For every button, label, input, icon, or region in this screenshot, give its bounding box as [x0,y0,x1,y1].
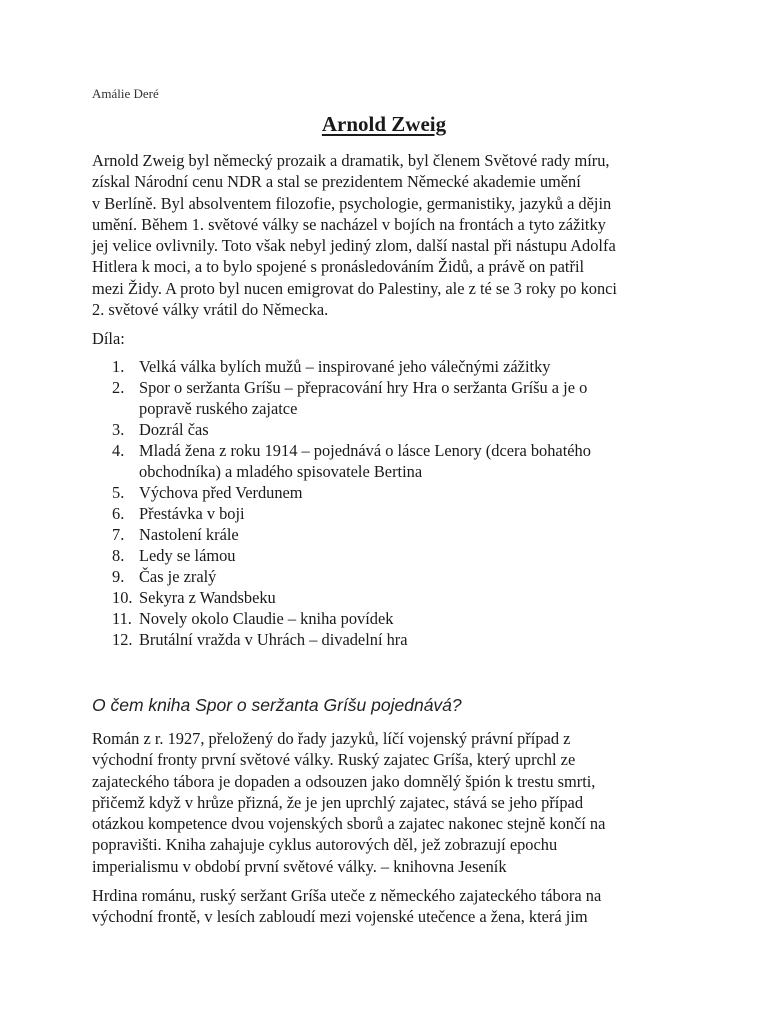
list-item [92,503,682,524]
list-item-text: Mladá žena z roku 1914 – pojednává o lásce Lenory (dcera bohatého [139,441,591,460]
list-item-text: Velká válka bylích mužů – inspirované jeho válečnými zážitky [139,357,551,376]
text-line: Arnold Zweig byl německý prozaik a dramatik, byl členem Světové rady míru, [92,151,610,170]
list-item-text: Čas je zralý [139,567,217,586]
list-item [92,419,682,440]
list-item-text: Novely okolo Claudie – kniha povídek [139,609,394,628]
list-number: 12. [112,630,133,649]
list-item-text: Ledy se lámou [139,546,236,565]
page-title: Arnold Zweig [321,112,447,136]
list-number: 9. [112,567,125,586]
intro-paragraph [92,150,682,320]
text-line: v Berlíně. Byl absolventem filozofie, psychologie, germanistiky, jazyků a dějin [92,193,612,213]
list-item-text: obchodníka) a mladého spisovatele Bertina [139,462,423,481]
list-number: 5. [112,483,125,502]
text-line: Hrdina románu, ruský seržant Gríša uteče z německého zajateckého tábora na [92,886,602,905]
list-number: 7. [112,525,125,544]
list-item-text: Spor o seržanta Gríšu – přepracování hry Hra o seržanta Gríšu a je o [139,378,588,397]
list-number: 8. [112,546,125,565]
text-line: Hitlera k moci, a to bylo spojené s pronásledováním Židů, a právě on patřil [92,257,585,277]
list-number: 6. [112,504,125,523]
list-item [92,482,682,503]
list-number: 3. [112,420,125,439]
text-line: přičemž když v hrůze přizná, že je jen uprchlý zajatec, stává se jeho případ [92,792,584,812]
text-line: umění. Během 1. světové války se nacházel v bojích na frontách a tyto zážitky [92,214,606,234]
list-item-text: Nastolení krále [139,525,239,544]
list-number: 10. [112,588,133,607]
summary-paragraph [92,728,682,877]
text-line: popravišti. Kniha zahajuje cyklus autorových děl, jež zobrazují epochu [92,835,558,855]
list-item-text: Výchova před Verdunem [139,483,303,502]
list-number: 4. [112,441,125,460]
list-number: 11. [112,609,132,628]
list-item [92,440,682,482]
list-item [92,356,682,377]
list-item [92,566,682,587]
hero-paragraph [92,885,682,928]
list-item [92,545,682,566]
list-item-text: Dozrál čas [139,420,209,439]
text-line: získal Národní cenu NDR a stal se prezidentem Německé akademie umění [92,172,581,192]
text-line: Román z r. 1927, přeložený do řady jazyků, líčí vojenský právní případ z [92,729,571,748]
list-item [92,377,682,419]
text-line: jej velice ovlivnily. Toto však nebyl jediný zlom, další nastal při nástupu Adolfa [92,236,616,256]
list-item [92,608,682,629]
list-item-text: popravě ruského zajatce [139,399,298,418]
list-item [92,587,682,608]
list-number: 2. [112,378,125,397]
text-line: východní frontě, v lesích zabloudí mezi vojenské utečence a žena, která jim [92,907,588,927]
list-item [92,629,682,650]
text-line: mezi Židy. A proto byl nucen emigrovat do Palestiny, ale z té se 3 roky po konci [92,278,617,298]
text-line: otázkou kompetence dvou vojenských sborů a zajatec nakonec stejně končí na [92,814,606,834]
section-heading: O čem kniha Spor o seržanta Gríšu pojednává? [92,695,462,715]
text-line: zajateckého tábora je dopaden a odsouzen jako domnělý špión k trestu smrti, [92,771,596,791]
author-name: Amálie Deré [92,86,159,101]
text-line: východní fronty první světové války. Ruský zajatec Gríša, který uprchl ze [92,750,576,770]
list-item-text: Brutální vražda v Uhrách – divadelní hra [139,630,408,649]
works-heading: Díla: [92,329,125,348]
works-list [92,356,682,650]
text-line: 2. světové války vrátil do Německa. [92,300,329,320]
list-item-text: Přestávka v boji [139,504,245,523]
list-item-text: Sekyra z Wandsbeku [139,588,276,607]
list-item [92,524,682,545]
text-line: imperialismu v období první světové války. – knihovna Jeseník [92,856,507,876]
list-number: 1. [112,357,125,376]
